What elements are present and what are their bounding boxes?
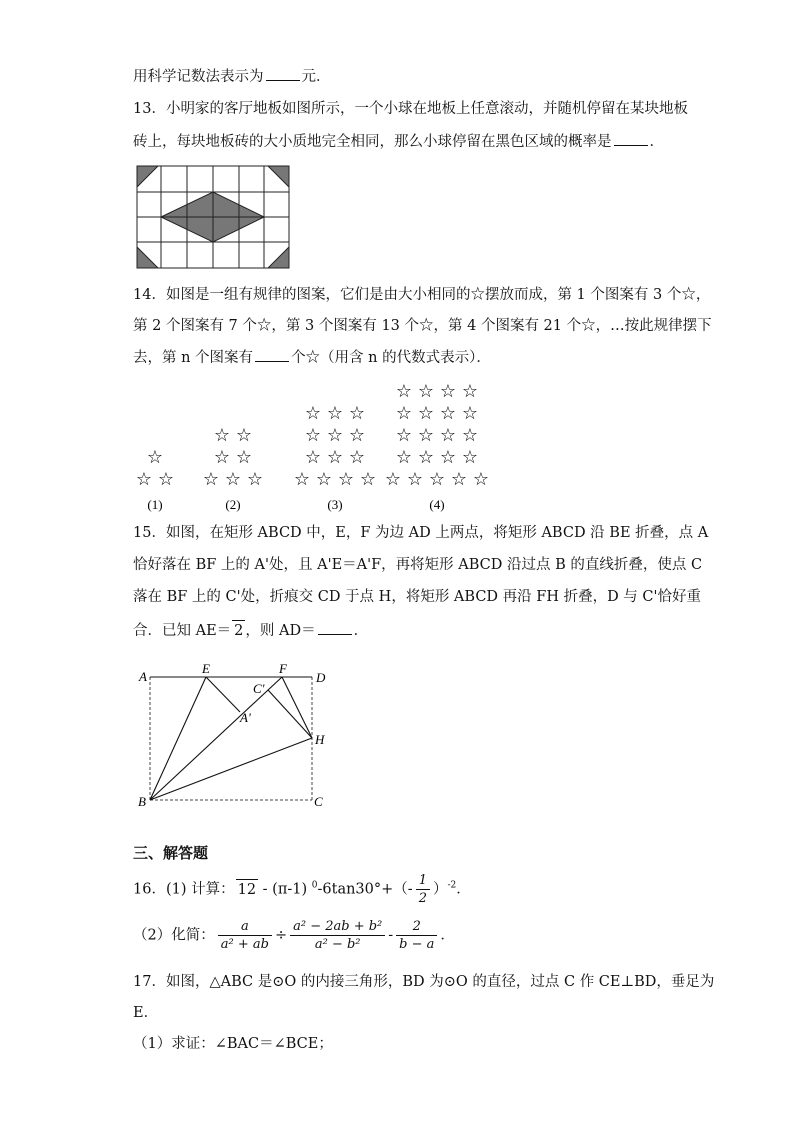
star-icon: ☆: [326, 425, 344, 446]
star-icon: ☆: [417, 447, 435, 468]
q14-text: 去，第 n 个图案有: [133, 350, 254, 366]
frac-3-den: b − a: [399, 937, 435, 952]
frac-den: 2: [418, 891, 427, 906]
q13-line2: [133, 131, 664, 152]
sqrt-12-value: 12: [237, 881, 257, 898]
star-icon: ☆: [235, 425, 253, 446]
star-icon: ☆: [235, 447, 253, 468]
star-icon: ☆: [395, 447, 413, 468]
star-icon: ☆: [384, 469, 402, 490]
pattern-caption: (3): [327, 497, 343, 512]
q13-suffix: ．: [649, 134, 664, 150]
q17-part1: （1）求证：∠BAC＝∠BCE；: [133, 1036, 333, 1052]
star-icon: ☆: [315, 469, 333, 490]
star-icon: ☆: [395, 381, 413, 402]
q12-suffix: 元．: [301, 69, 331, 85]
star-icon: ☆: [461, 425, 479, 446]
q16-expr-a: - (π-1): [258, 881, 312, 898]
divide-sign: ÷: [274, 927, 288, 944]
q16-exp-neg2: -2: [447, 880, 457, 891]
q13-line1: 13．小明家的客厅地板如图所示，一个小球在地板上任意滚动，并随机停留在某块地板: [133, 101, 688, 117]
label-E: E: [202, 661, 210, 676]
floor-tile-figure: [137, 166, 289, 268]
star-icon: ☆: [348, 447, 366, 468]
corner-triangle-top-right: [268, 166, 289, 187]
star-icon: ☆: [246, 469, 264, 490]
star-icon: ☆: [213, 425, 231, 446]
q16-part2-end: ．: [440, 927, 455, 944]
star-icon: ☆: [461, 403, 479, 424]
q17-line2: E．: [133, 1005, 159, 1021]
star-icon: ☆: [326, 447, 344, 468]
q16-end: ．: [456, 881, 471, 898]
q14-blank[interactable]: [255, 347, 289, 362]
label-A: A: [139, 669, 147, 684]
q15-line4: [133, 620, 368, 641]
star-icon: ☆: [135, 469, 153, 490]
q17-line1: 17．如图，△ABC 是⊙O 的内接三角形，BD 为⊙O 的直径，过点 C 作 CE⊥BD，垂足为: [133, 974, 715, 990]
star-icon: ☆: [428, 469, 446, 490]
pattern-caption: (1): [147, 497, 163, 512]
q15-line1: 15．如图，在矩形 ABCD 中，E，F 为边 AD 上两点，将矩形 ABCD 沿 BE 折叠，点 A: [133, 525, 709, 541]
q14-line3: [133, 347, 491, 368]
star-icon: ☆: [348, 425, 366, 446]
q12-text: 用科学记数法表示为: [133, 69, 264, 85]
star-icon: ☆: [348, 403, 366, 424]
star-icon: ☆: [417, 381, 435, 402]
pattern-caption: (4): [429, 497, 445, 512]
q12-answer-line: [133, 66, 331, 87]
q16-exp-zero: 0: [311, 880, 318, 891]
star-icon: ☆: [439, 381, 457, 402]
q16-expr-b: -6tan30°+（-: [317, 881, 413, 898]
star-icon: ☆: [439, 403, 457, 424]
label-C: C: [314, 794, 323, 809]
label-A-prime: A': [240, 710, 251, 725]
q13-blank[interactable]: [614, 131, 648, 146]
star-icon: ☆: [359, 469, 377, 490]
q16-part1-label: 16．(1) 计算：: [133, 881, 235, 898]
star-icon: ☆: [326, 403, 344, 424]
star-icon: ☆: [472, 469, 490, 490]
star-icon: ☆: [406, 469, 424, 490]
sqrt-12: [236, 879, 258, 900]
star-icon: ☆: [293, 469, 311, 490]
corner-triangle-bottom-right: [268, 247, 289, 268]
section-title: 三、解答题: [133, 844, 209, 862]
sqrt-2: [232, 620, 245, 641]
star-icon: ☆: [213, 447, 231, 468]
q16-expr-c: ）: [432, 881, 448, 898]
star-icon: ☆: [439, 425, 457, 446]
q15-mid: ，则 AD＝: [245, 623, 316, 639]
frac-num: 1: [416, 872, 430, 890]
minus-sign: -: [388, 927, 394, 944]
q15-text: 合．已知 AE＝: [133, 623, 232, 639]
q16-part1: [133, 872, 471, 907]
frac-3-num: 2: [396, 918, 437, 936]
q16-part2-label: （2）化简：: [133, 927, 215, 944]
q14-suffix: 个☆（用含 n 的代数式表示）．: [291, 350, 491, 366]
q15-line2: 恰好落在 BF 上的 A'处，且 A'E＝A'F，再将矩形 ABCD 沿过点 B 的直线折叠，使点 C: [133, 557, 703, 573]
frac-3: [396, 918, 437, 953]
q14-line1: 14．如图是一组有规律的图案，它们是由大小相同的☆摆放而成，第 1 个图案有 3 个☆，: [133, 287, 711, 303]
star-icon: ☆: [450, 469, 468, 490]
star-icon: ☆: [224, 469, 242, 490]
frac-2-num: a² − 2ab + b²: [290, 918, 385, 936]
label-H: H: [315, 732, 325, 747]
label-B: B: [138, 794, 146, 809]
star-icon: ☆: [461, 381, 479, 402]
star-pattern-figure: [130, 370, 500, 520]
star-icon: ☆: [417, 425, 435, 446]
frac-2: [290, 918, 385, 953]
label-D: D: [316, 670, 326, 685]
star-icon: ☆: [417, 403, 435, 424]
corner-triangle-bottom-left: [137, 247, 158, 268]
q15-blank[interactable]: [318, 620, 352, 635]
q13-text: 砖上，每块地板砖的大小质地完全相同，那么小球停留在黑色区域的概率是: [133, 134, 612, 150]
star-icon: ☆: [146, 447, 164, 468]
star-icon: ☆: [304, 447, 322, 468]
q14-line2: 第 2 个图案有 7 个☆，第 3 个图案有 13 个☆，第 4 个图案有 21 个☆，…按此规律摆下: [133, 318, 712, 334]
frac-2-den: a² − b²: [314, 937, 361, 952]
pattern-caption: (2): [225, 497, 241, 512]
frac-1-num: a: [218, 918, 272, 936]
q15-line3: 落在 BF 上的 C'处，折痕交 CD 于点 H，将矩形 ABCD 再沿 FH 折叠，D 与 C'恰好重: [133, 589, 701, 605]
label-F: F: [279, 661, 287, 676]
q16-part2: [133, 918, 455, 953]
star-icon: ☆: [304, 425, 322, 446]
label-C-prime: C': [253, 681, 265, 696]
q15-suffix: ．: [353, 623, 369, 639]
star-icon: ☆: [337, 469, 355, 490]
q12-blank[interactable]: [266, 66, 300, 81]
corner-triangle-top-left: [137, 166, 158, 187]
star-icon: ☆: [439, 447, 457, 468]
star-icon: ☆: [395, 425, 413, 446]
sqrt-2-value: 2: [234, 623, 244, 639]
frac-one-half: [416, 872, 430, 907]
frac-1-den: a² + ab: [220, 937, 269, 952]
star-icon: ☆: [395, 403, 413, 424]
frac-1: [218, 918, 272, 953]
star-icon: ☆: [157, 469, 175, 490]
star-icon: ☆: [304, 403, 322, 424]
star-icon: ☆: [202, 469, 220, 490]
star-icon: ☆: [461, 447, 479, 468]
rectangle-fold-figure: [136, 660, 336, 810]
